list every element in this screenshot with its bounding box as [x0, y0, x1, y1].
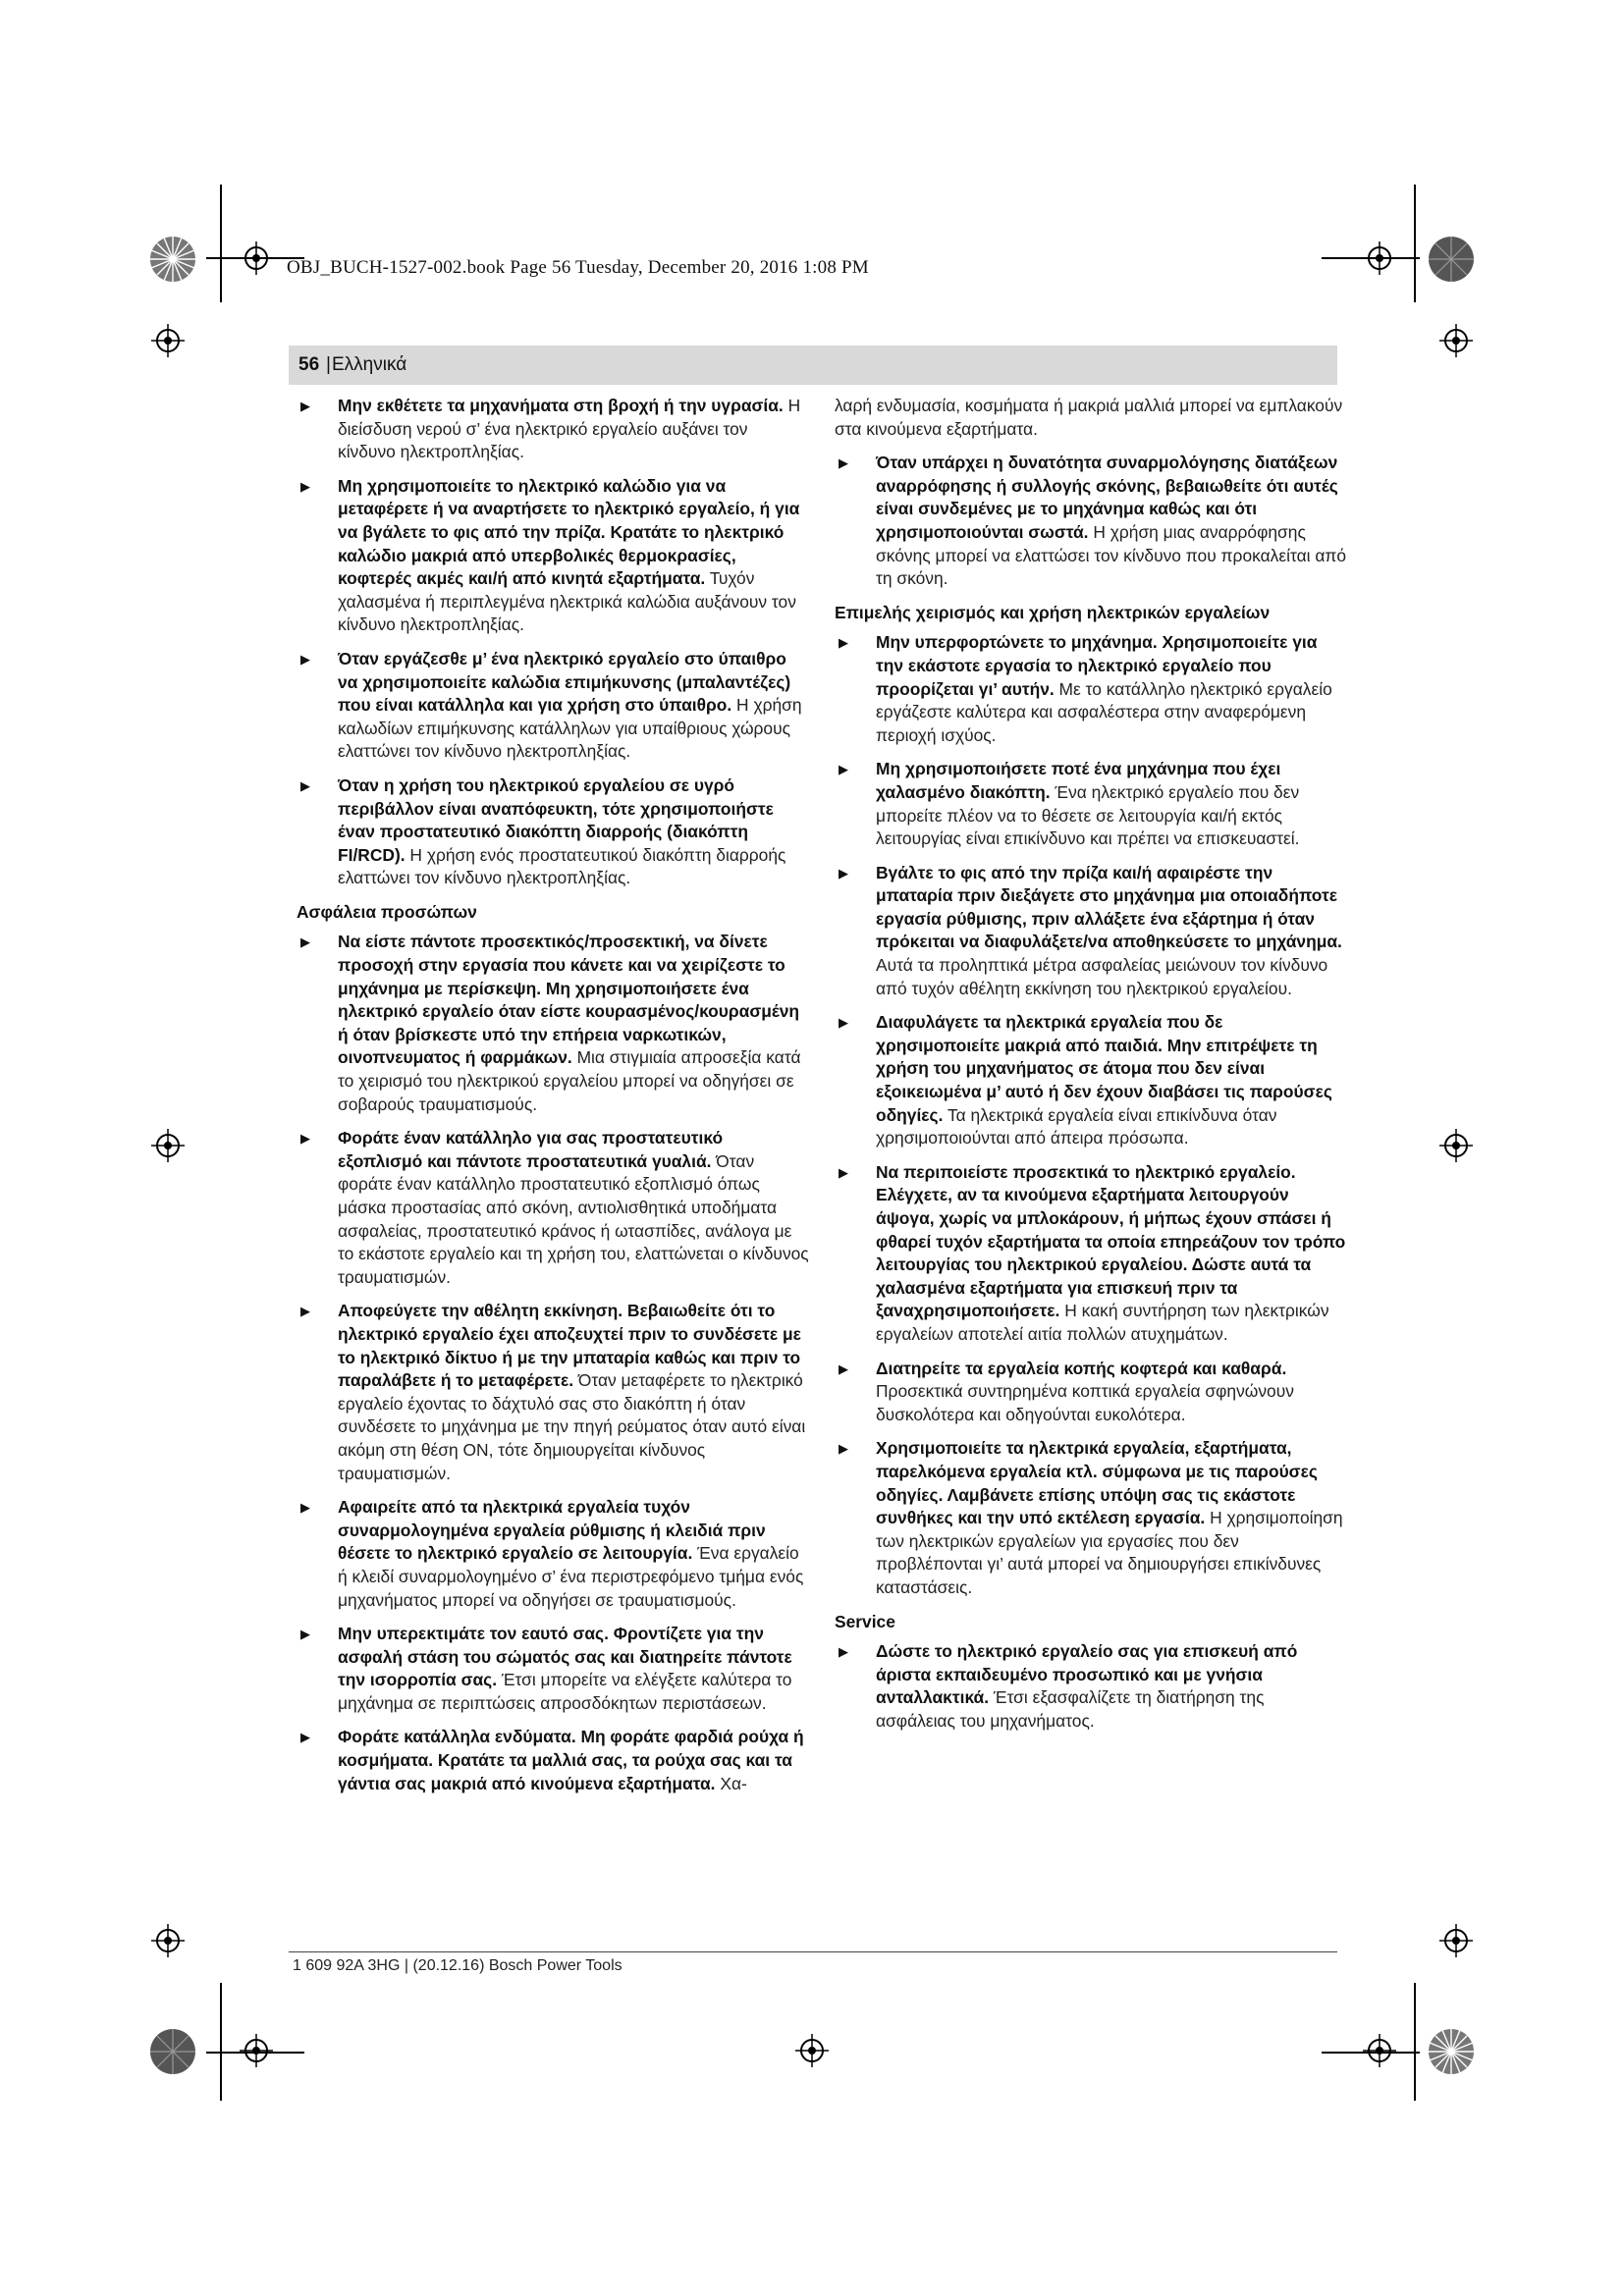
item-bold-text: Φοράτε έναν κατάλληλο για σας προστατευτικό εξοπλισμό και πάντοτε προστατευτικά γυαλιά. — [338, 1128, 724, 1171]
item-bold-text: Μην υπερεκτιμάτε τον εαυτό σας. Φροντίζετε για την ασφαλή στάση του σώματός σας και διατηρείτε πάντοτε την ισορροπία σας. — [338, 1624, 792, 1690]
safety-list-item — [297, 1623, 809, 1715]
safety-list-item — [297, 395, 809, 464]
registration-crosshair-icon — [1439, 1924, 1473, 1957]
item-bold-text: Διαφυλάγετε τα ηλεκτρικά εργαλεία που δε χρησιμοποιείτε μακριά από παιδιά. Μην επιτρέψετε τη χρήση του μηχανήματος σε άτομα που δεν είναι εξοικειωμένα μ’ αυτό ή δεν έχουν διαβάσει τις παρούσες οδηγίες. — [876, 1012, 1332, 1125]
section-heading: Ασφάλεια προσώπων — [297, 901, 477, 922]
bullet-arrow-icon: ▶ — [300, 1131, 310, 1147]
print-header: OBJ_BUCH-1527-002.book Page 56 Tuesday, December 20, 2016 1:08 PM — [287, 257, 869, 278]
item-bold-text: Χρησιμοποιείτε τα ηλεκτρικά εργαλεία, εξαρτήματα, παρελκόμενα εργαλεία κτλ. σύμφωνα με τις παρούσες οδηγίες. Λαμβάνετε επίσης υπόψη σας τις εκάστοτε συνθήκες και την υπό εκτέλεση εργασία. — [876, 1438, 1318, 1528]
item-normal-text: Ένα εργαλείο ή κλειδί συναρμολογημένο σ’ ένα περιστρεφόμενο τμήμα ενός μηχανήματος μπορεί να οδηγήσει σε τραυματισμούς. — [338, 1543, 804, 1610]
item-normal-text: Η χρήση καλωδίων επιμήκυνσης κατάλληλων για υπαίθριους χώρους ελαττώνει τον κίνδυνο ηλεκτροπληξίας. — [338, 695, 802, 762]
bullet-arrow-icon: ▶ — [300, 478, 310, 494]
registration-crosshair-icon — [151, 1924, 185, 1957]
bullet-arrow-icon: ▶ — [300, 777, 310, 793]
safety-list-item — [297, 475, 809, 637]
color-rosette-icon — [149, 2028, 196, 2075]
right-column — [835, 395, 1347, 1743]
registration-crosshair-icon — [151, 324, 185, 357]
bullet-arrow-icon: ▶ — [839, 1015, 848, 1031]
bullet-arrow-icon: ▶ — [300, 934, 310, 950]
registration-crosshair-icon — [151, 1129, 185, 1162]
item-bold-text: Μην εκθέτετε τα μηχανήματα στη βροχή ή την υγρασία. — [338, 396, 784, 415]
color-rosette-icon — [149, 236, 196, 283]
item-normal-text: Τυχόν χαλασμένα ή περιπλεγμένα ηλεκτρικά καλώδια αυξάνουν τον κίνδυνο ηλεκτροπληξίας. — [338, 568, 796, 635]
item-bold-text: Φοράτε κατάλληλα ενδύματα. Μη φοράτε φαρδιά ρούχα ή κοσμήματα. Κρατάτε τα μαλλιά σας, τα ρούχα σας και τα γάντια σας μακριά από κινούμενα εξαρτήματα. — [338, 1727, 804, 1793]
safety-list-item — [835, 1161, 1347, 1347]
item-normal-text: Προσεκτικά συντηρημένα κοπτικά εργαλεία σφηνώνουν δυσκολότερα και οδηγούνται ευκολότερα. — [876, 1381, 1294, 1424]
item-normal-text: Η διείσδυση νερού σ’ ένα ηλεκτρικό εργαλείο αυξάνει τον κίνδυνο ηλεκτροπληξίας. — [338, 396, 801, 462]
left-column — [297, 395, 809, 1806]
safety-list-item — [835, 862, 1347, 1001]
item-normal-text: Η χρήση ενός προστατευτικού διακόπτη διαρροής ελαττώνει τον κίνδυνο ηλεκτροπληξίας. — [338, 844, 786, 888]
page-number: 56 — [298, 354, 320, 375]
bullet-arrow-icon: ▶ — [839, 865, 848, 881]
item-bold-text: Όταν η χρήση του ηλεκτρικού εργαλείου σε υγρό περιβάλλον είναι αναπόφευκτη, τότε χρησιμοποιήστε έναν προστατευτικό διακόπτη διαρροής (διακόπτη FI/RCD). — [338, 774, 774, 865]
bullet-arrow-icon: ▶ — [300, 651, 310, 667]
item-normal-text: Η κακή συντήρηση των ηλεκτρικών εργαλείων αποτελεί αιτία πολλών ατυχημάτων. — [876, 1301, 1329, 1344]
safety-list-item — [835, 1011, 1347, 1150]
footer-rule — [289, 1951, 1337, 1952]
section-heading: Service — [835, 1611, 895, 1631]
registration-crosshair-icon — [240, 241, 273, 275]
bullet-arrow-icon: ▶ — [839, 1644, 848, 1660]
registration-crosshair-icon — [1439, 1129, 1473, 1162]
safety-list-item — [297, 774, 809, 890]
safety-list-item — [835, 452, 1347, 591]
registration-crosshair-icon — [1363, 241, 1396, 275]
safety-list-item — [297, 1300, 809, 1485]
registration-crosshair-icon — [1439, 324, 1473, 357]
safety-list-item — [835, 1437, 1347, 1599]
safety-list-item — [835, 631, 1347, 747]
item-bold-text: Αφαιρείτε από τα ηλεκτρικά εργαλεία τυχόν συναρμολογημένα εργαλεία ρύθμισης ή κλειδιά πριν θέσετε το ηλεκτρικό εργαλείο σε λειτουργία. — [338, 1497, 766, 1564]
item-normal-text: Η χρήση μιας αναρρόφησης σκόνης μπορεί να ελαττώσει τον κίνδυνο που προκαλείται από τη σκόνη. — [876, 521, 1347, 589]
item-bold-text: Όταν εργάζεσθε μ’ ένα ηλεκτρικό εργαλείο στο ύπαιθρο να χρησιμοποιείτε καλώδια επιμήκυνσης (μπαλαντέζες) που είναι κατάλληλα και για χρήση στο ύπαιθρο. — [338, 648, 791, 716]
item-normal-text: Ένα ηλεκτρικό εργαλείο που δεν μπορείτε πλέον να το θέσετε σε λειτουργία και/ή εκτός λειτουργίας είναι επικίνδυνο και πρέπει να επισκευαστεί. — [876, 781, 1300, 849]
item-bold-text: Αποφεύγετε την αθέλητη εκκίνηση. Βεβαιωθείτε ότι το ηλεκτρικό εργαλείο έχει αποζευχτεί πριν το συνδέσετε με το ηλεκτρικό δίκτυο ή με την μπαταρία καθώς και πριν το παραλάβετε ή το μεταφέρετε. — [338, 1301, 801, 1391]
safety-list-item — [835, 1640, 1347, 1733]
color-rosette-icon — [1428, 2028, 1475, 2075]
registration-crosshair-icon — [795, 2034, 829, 2067]
bullet-arrow-icon: ▶ — [839, 1441, 848, 1457]
page-footer: 1 609 92A 3HG | (20.12.16) Bosch Power Tools — [293, 1957, 623, 1974]
crop-line — [220, 185, 222, 302]
page-language: Ελληνικά — [332, 354, 407, 375]
item-normal-text: Χα- — [715, 1773, 747, 1793]
item-bold-text: Βγάλτε το φις από την πρίζα και/ή αφαιρέστε την μπαταρία πριν διεξάγετε στο μηχάνημα μια οποιαδήποτε εργασία ρύθμισης, πριν αλλάξετε ένα εξάρτημα ή όταν πρόκειται να διαφυλάξετε/να αποθηκεύσετε το μηχάνημα. — [876, 862, 1342, 952]
safety-list-item — [297, 1726, 809, 1795]
bullet-arrow-icon: ▶ — [300, 1304, 310, 1319]
item-normal-text: Όταν φοράτε έναν κατάλληλο προστατευτικό εξοπλισμό όπως μάσκα προστασίας από σκόνη, αντιολισθητικά υποδήματα ασφαλείας, προστατευτικό κράνος ή ωτασπίδες, ανάλογα με το εκάστοτε εργαλείο και τη χρήση του, ελαττώνεται ο κίνδυνος τραυματισμών. — [338, 1150, 809, 1287]
crop-line — [220, 1983, 222, 2101]
page-header-band — [289, 346, 1337, 385]
color-rosette-icon — [1428, 236, 1475, 283]
bullet-arrow-icon: ▶ — [839, 762, 848, 777]
item-bold-text: Μην υπερφορτώνετε το μηχάνημα. Χρησιμοποιείτε για την εκάστοτε εργασία το ηλεκτρικό εργαλείο που προορίζεται γι’ αυτήν. — [876, 632, 1318, 699]
item-normal-text: Η χρησιμοποίηση των ηλεκτρικών εργαλείων για εργασίες που δεν προβλέπονται γι’ αυτά μπορεί να δημιουργήσει επικίνδυνες καταστάσεις. — [876, 1508, 1343, 1597]
crop-line — [1414, 185, 1416, 302]
safety-list-item — [297, 931, 809, 1116]
item-normal-text: Μια στιγμιαία απροσεξία κατά το χειρισμό του ηλεκτρικού εργαλείου μπορεί να οδηγήσει σε σοβαρούς τραυματισμούς. — [338, 1047, 801, 1114]
safety-list-item — [297, 648, 809, 764]
item-bold-text: Δώστε το ηλεκτρικό εργαλείο σας για επισκευή από άριστα εκπαιδευμένο προσωπικό και με γνήσια ανταλλακτικά. — [876, 1641, 1298, 1708]
item-normal-text: Έτσι μπορείτε να ελέγξετε καλύτερα το μηχάνημα σε περιπτώσεις απροσδόκητων περιστάσεων. — [338, 1670, 792, 1713]
bullet-arrow-icon: ▶ — [300, 1500, 310, 1516]
item-bold-text: Να περιποιείστε προσεκτικά το ηλεκτρικό εργαλείο. Ελέγχετε, αν τα κινούμενα εξαρτήματα λειτουργούν άψογα, χωρίς να μπλοκάρουν, ή μήπως έχουν σπάσει ή φθαρεί τυχόν εξαρτήματα τα οποία επηρεάζουν τον τρόπο λειτουργίας του ηλεκτρικού εργαλείου. Δώστε αυτά τα χαλασμένα εξαρτήματα για επισκευή πριν τα ξαναχρησιμοποιήσετε. — [876, 1161, 1346, 1321]
page-separator: | — [326, 354, 331, 375]
bullet-arrow-icon: ▶ — [300, 1627, 310, 1642]
section-heading: Επιμελής χειρισμός και χρήση ηλεκτρικών εργαλείων — [835, 602, 1271, 622]
item-bold-text: Διατηρείτε τα εργαλεία κοπής κοφτερά και καθαρά. — [876, 1358, 1287, 1378]
item-bold-text: Όταν υπάρχει η δυνατότητα συναρμολόγησης διατάξεων αναρρόφησης ή συλλογής σκόνης, βεβαιωθείτε ότι αυτές είναι συνδεμένες με το μηχάνημα καθώς και ότι χρησιμοποιούνται σωστά. — [876, 453, 1338, 542]
registration-crosshair-icon — [240, 2034, 273, 2067]
bullet-arrow-icon: ▶ — [300, 1730, 310, 1745]
item-bold-text: Να είστε πάντοτε προσεκτικός/προσεκτική, να δίνετε προσοχή στην εργασία που κάνετε και να χειρίζεστε το μηχάνημα με περίσκεψη. Μη χρησιμοποιήσετε ένα ηλεκτρικό εργαλείο όταν είστε κουρασμένος/κουρασμένη ή όταν βρίσκεστε υπό την επήρεια ναρκωτικών, οινοπνευματος ή φαρμάκων. — [338, 932, 800, 1068]
bullet-arrow-icon: ▶ — [839, 455, 848, 471]
item-normal-text: Αυτά τα προληπτικά μέτρα ασφαλείας μειώνουν τον κίνδυνο από τυχόν αθέλητη εκκίνηση του ηλεκτρικού εργαλείου. — [876, 955, 1328, 998]
bullet-arrow-icon: ▶ — [839, 1164, 848, 1180]
item-normal-text: Έτσι εξασφαλίζετε τη διατήρηση της ασφάλειας του μηχανήματος. — [876, 1687, 1265, 1731]
safety-list-item — [297, 1127, 809, 1289]
bullet-arrow-icon: ▶ — [300, 399, 310, 413]
item-normal-text: Τα ηλεκτρικά εργαλεία είναι επικίνδυνα όταν χρησιμοποιούνται από άπειρα πρόσωπα. — [876, 1104, 1277, 1148]
item-bold-text: Μη χρησιμοποιήσετε ποτέ ένα μηχάνημα που έχει χαλασμένο διακόπτη. — [876, 759, 1281, 802]
item-normal-text: Όταν μεταφέρετε το ηλεκτρικό εργαλείο έχοντας το δάχτυλό σας στο διακόπτη ή όταν συνδέσετε το μηχάνημα με την πηγή ρεύματος όταν αυτό είναι ακόμη στη θέση ON, τότε δημιουργείται κίνδυνος τραυματισμών. — [338, 1370, 806, 1483]
item-bold-text: Μη χρησιμοποιείτε το ηλεκτρικό καλώδιο για να μεταφέρετε ή να αναρτήσετε το ηλεκτρικό εργαλείο, ή για να βγάλετε το φις από την πρίζα. Κρατάτε το ηλεκτρικό καλώδιο μακριά από υπερβολικές θερμοκρασίες, κοφτερές ακμές και/ή από κινητά εξαρτήματα. — [338, 475, 800, 589]
crop-line — [1414, 1983, 1416, 2101]
safety-list-item — [835, 758, 1347, 850]
item-normal-text: Με το κατάλληλο ηλεκτρικό εργαλείο εργάζεστε καλύτερα και ασφαλέστερα στην αναφερόμενη περιοχή ισχύος. — [876, 678, 1332, 745]
safety-list-item — [835, 1358, 1347, 1427]
registration-crosshair-icon — [1363, 2034, 1396, 2067]
continued-text: λαρή ενδυμασία, κοσμήματα ή μακριά μαλλιά μπορεί να εμπλακούν στα κινούμενα εξαρτήματα. — [835, 396, 1343, 439]
bullet-arrow-icon: ▶ — [839, 635, 848, 651]
bullet-arrow-icon: ▶ — [839, 1361, 848, 1376]
safety-list-item — [297, 1496, 809, 1612]
